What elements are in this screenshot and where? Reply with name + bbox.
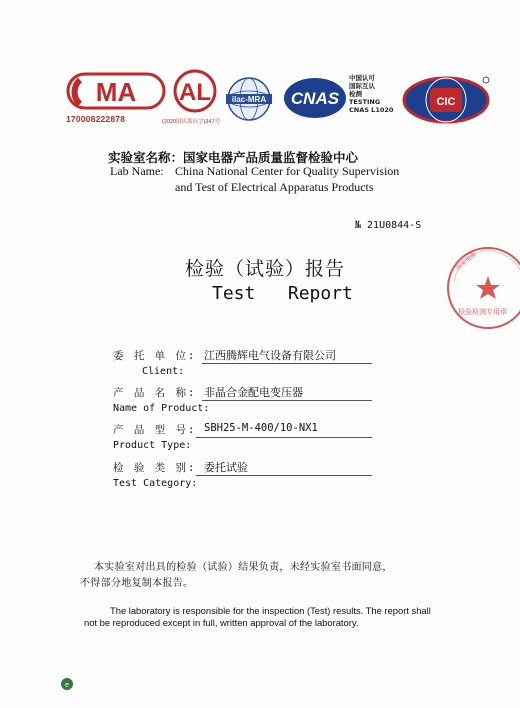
lab-label-en: Lab Name: [110, 164, 164, 178]
statement-cn-line2: 不得部分地复制本报告。 [80, 578, 194, 589]
field-label-en: Test Category: [113, 478, 198, 489]
lab-name-cn: 实验室名称：国家电器产品质量监督检验中心 [108, 150, 359, 165]
ilac-mra-logo [222, 76, 276, 122]
field-label-en: Name of Product: [113, 403, 210, 414]
recycle-mark-icon [60, 676, 74, 695]
official-seal [440, 242, 520, 342]
statement-cn-line1: 本实验室对出具的检验（试验）结果负责，未经实验室书面同意， [94, 562, 393, 573]
cal-code: (2020国认监认字)347号 [162, 119, 221, 125]
report-number: № 21U0844-S [355, 220, 422, 231]
field-underline [196, 475, 372, 476]
field-underline [202, 400, 372, 401]
report-title-cn: 检验（试验）报告 [185, 258, 346, 280]
accreditation-logos [64, 68, 494, 130]
seal-text: 检验检测专用章 [458, 308, 507, 316]
field-label-cn: 产 品 型 号: [113, 424, 197, 436]
statement-en-line2: not be reproduced except in full, written approval of the laboratory. [84, 617, 359, 628]
field-label-en: Client: [142, 366, 185, 377]
svg-text:ilac-MRA: ilac-MRA [231, 95, 267, 104]
field-value: 委托试验 [204, 461, 248, 474]
field-value: 非晶合金配电变压器 [204, 386, 303, 399]
report-title-en: Test Report [212, 283, 353, 304]
field-label-cn: 产 品 名 称: [113, 387, 197, 399]
cma-code: 170008222878 [66, 114, 126, 124]
svg-text:CNAS: CNAS [290, 89, 340, 108]
cqc-globe-logo [400, 74, 492, 126]
field-value: 江西腾辉电气设备有限公司 [204, 349, 336, 362]
field-label-en: Product Type: [113, 440, 192, 451]
statement-en-line1: The laboratory is responsible for the inspection (Test) results. The report shall [110, 605, 431, 616]
svg-text:MA: MA [95, 77, 137, 107]
field-value: SBH25-M-400/10-NX1 [204, 422, 318, 434]
cnas-text: 中国认可 国际互认 检测 TESTING CNAS L1020 [349, 74, 394, 114]
svg-text:e: e [65, 682, 69, 689]
cma-logo [66, 68, 166, 112]
field-underline [196, 437, 372, 438]
lab-name-en-line1: China National Center for Quality Supervision [175, 164, 400, 178]
cnas-logo [282, 76, 348, 120]
cal-logo [172, 68, 218, 114]
field-label-cn: 委 托 单 位: [113, 350, 197, 362]
svg-text:国家电器: 国家电器 [454, 250, 478, 272]
field-underline [202, 363, 372, 364]
svg-text:AL: AL [179, 79, 211, 106]
lab-name-en-line2: and Test of Electrical Apparatus Products [175, 180, 374, 194]
field-label-cn: 检 验 类 别: [113, 462, 197, 474]
svg-text:CIC: CIC [436, 96, 456, 108]
